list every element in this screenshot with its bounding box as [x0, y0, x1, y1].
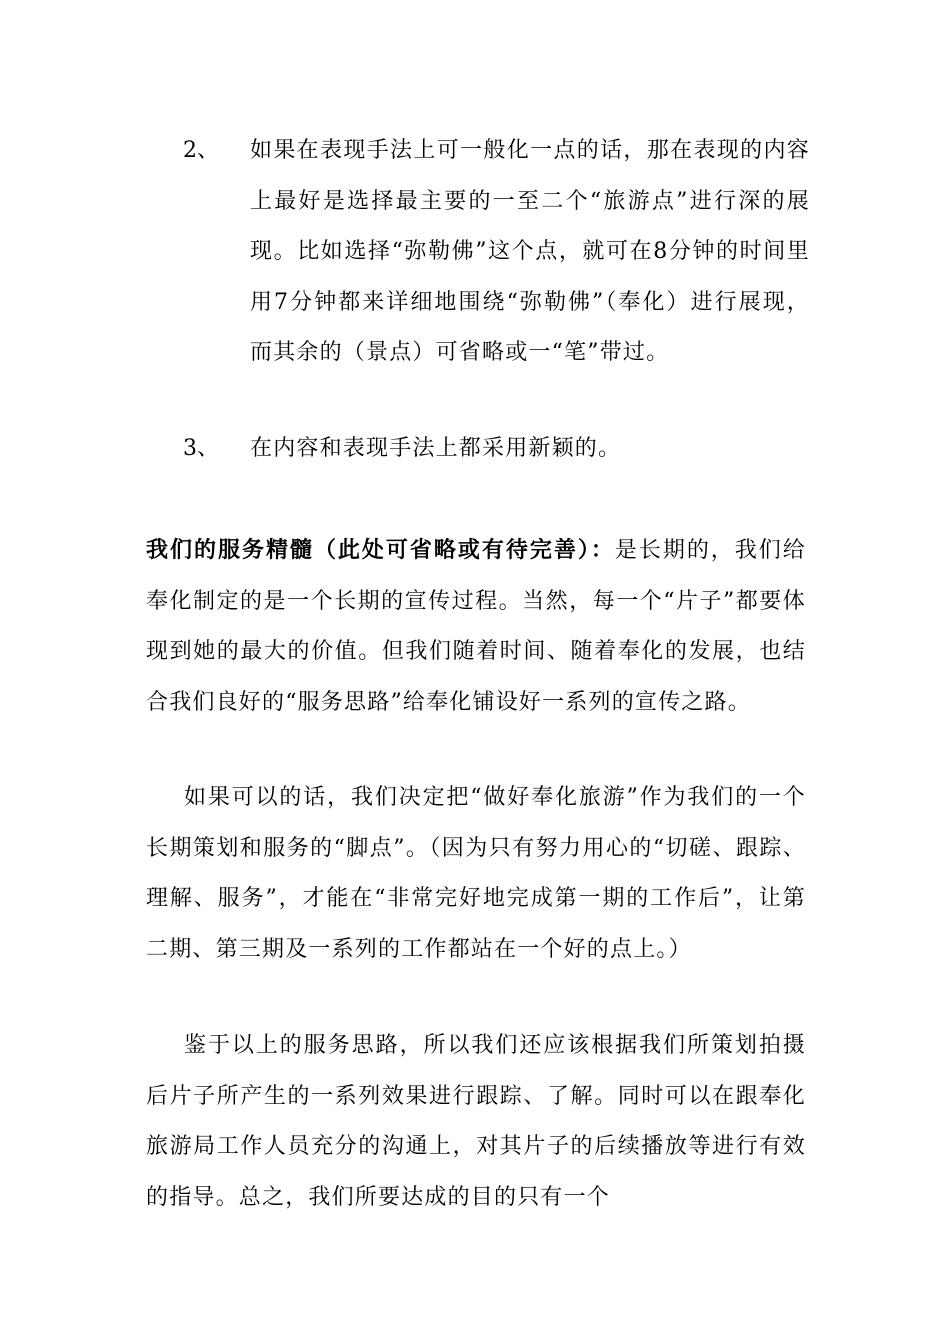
list-text: 在内容和表现手法上都采用新颖的。 [250, 436, 622, 461]
service-paragraph [146, 525, 806, 728]
list-text: 如果在表现手法上可一般化一点的话，那在表现的内容上最好是选择最主要的一至二个“旅游点”进行深的展现。比如选择“弥勒佛”这个点，就可在8分钟的时间里用7分钟都来详细地围绕“弥勒佛”（奉化）进行展现，而其余的（景点）可省略或一“笔”带过。 [250, 138, 810, 365]
service-body: 是长期的，我们给奉化制定的是一个长期的宣传过程。当然，每一个“片子”都要体现到她的最大的价值。但我们随着时间、随着奉化的发展，也结合我们良好的“服务思路”给奉化铺设好一系列的宣传之路。 [146, 538, 806, 715]
service-heading: 我们的服务精髓（此处可省略或有待完善）： [146, 537, 615, 563]
list-number: 3、 [183, 436, 219, 461]
paragraph-long-term: 如果可以的话，我们决定把“做好奉化旅游”作为我们的一个长期策划和服务的“脚点”。（因为只有努力用心的“切磋、跟踪、理解、服务”，才能在“非常完好地完成第一期的工作后”，让第二期、第三期及一系列的工作都站在一个好的点上。） [146, 785, 806, 962]
paragraph-follow-up: 鉴于以上的服务思路，所以我们还应该根据我们所策划拍摄后片子所产生的一系列效果进行跟踪、了解。同时可以在跟奉化旅游局工作人员充分的沟通上，对其片子的后续播放等进行有效的指导。总之，我们所要达成的目的只有一个 [146, 1033, 806, 1210]
list-number: 2、 [183, 138, 219, 163]
